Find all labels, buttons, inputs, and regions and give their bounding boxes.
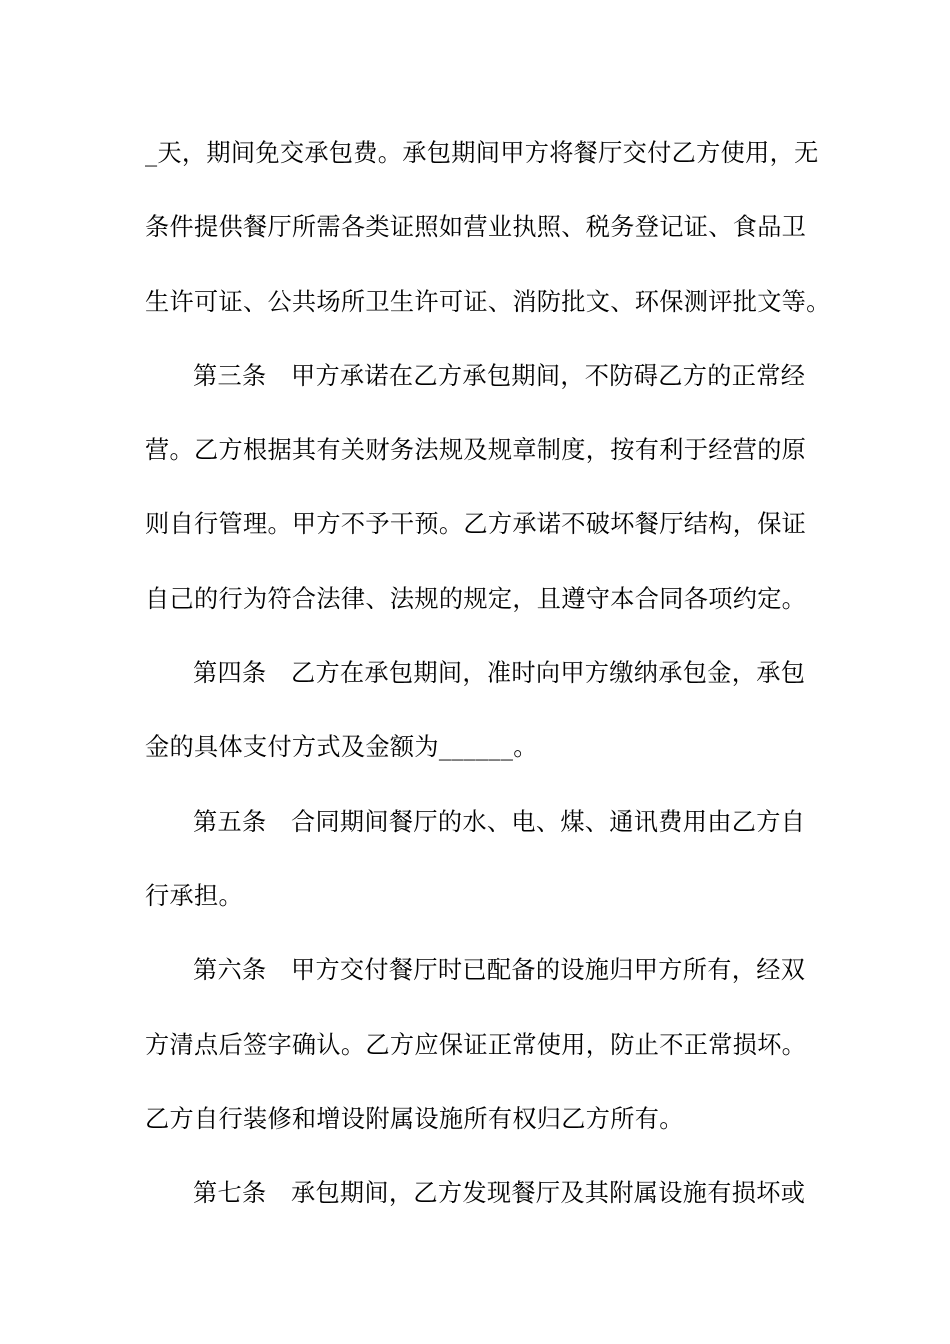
text-line: 行承担。	[145, 882, 243, 910]
text-line: 乙方自行装修和增设附属设施所有权归乙方所有。	[145, 1105, 684, 1133]
text-line: 方清点后签字确认。乙方应保证正常使用，防止不正常损坏。	[145, 1031, 807, 1059]
text-line: 生许可证、公共场所卫生许可证、消防批文、环保测评批文等。	[145, 288, 831, 316]
article-3-line: 第三条 甲方承诺在乙方承包期间，不防碍乙方的正常经	[193, 362, 806, 390]
text-line: 条件提供餐厅所需各类证照如营业执照、税务登记证、食品卫	[145, 213, 807, 241]
text-line: 自己的行为符合法律、法规的规定，且遵守本合同各项约定。	[145, 585, 807, 613]
text-line: 则自行管理。甲方不予干预。乙方承诺不破坏餐厅结构，保证	[145, 510, 807, 538]
text-line: 金的具体支付方式及金额为______。	[145, 733, 538, 761]
text-line: 营。乙方根据其有关财务法规及规章制度，按有利于经营的原	[145, 436, 807, 464]
article-5-line: 第五条 合同期间餐厅的水、电、煤、通讯费用由乙方自	[193, 808, 806, 836]
article-4-line: 第四条 乙方在承包期间，准时向甲方缴纳承包金，承包	[193, 659, 806, 687]
text-line: _天，期间免交承包费。承包期间甲方将餐厅交付乙方使用，无	[145, 139, 819, 167]
article-6-line: 第六条 甲方交付餐厅时已配备的设施归甲方所有，经双	[193, 956, 806, 984]
article-7-line: 第七条 承包期间，乙方发现餐厅及其附属设施有损坏或	[193, 1179, 806, 1207]
